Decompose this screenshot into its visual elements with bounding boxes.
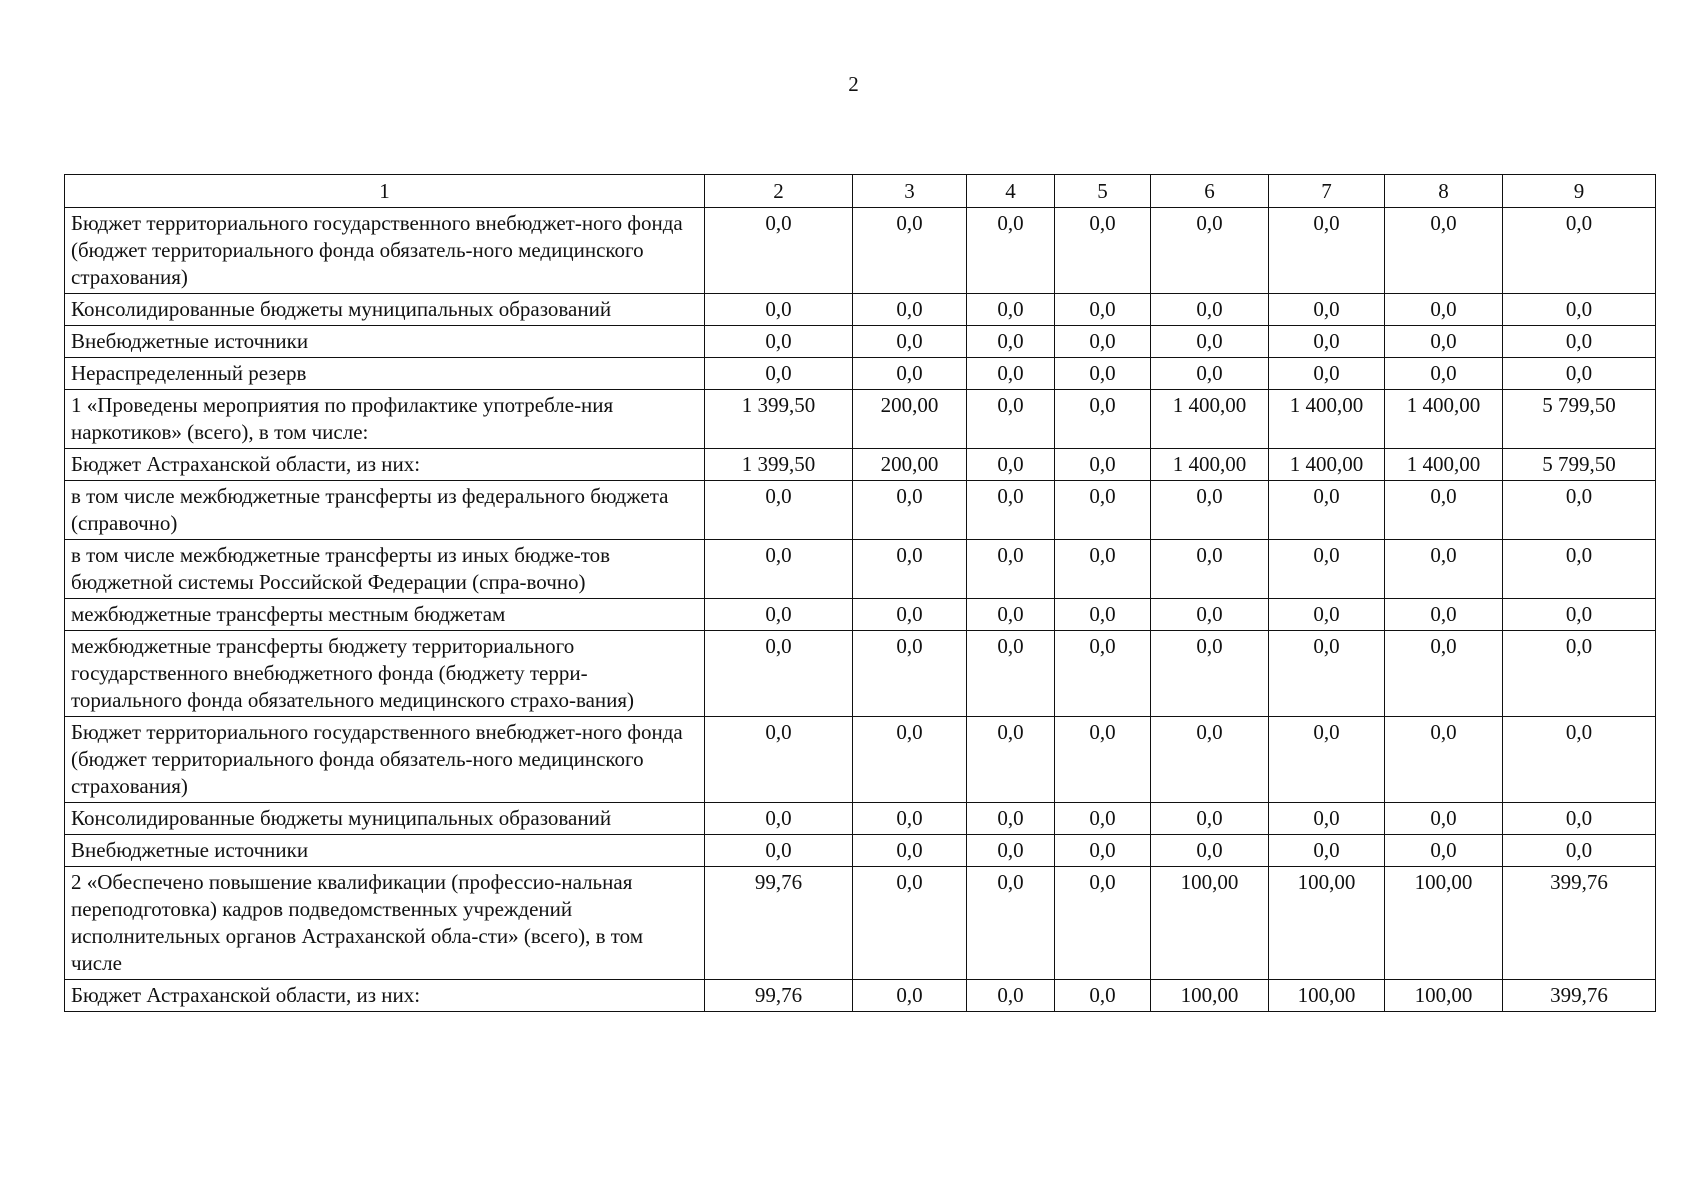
row-label: Нераспределенный резерв xyxy=(65,358,705,390)
row-value: 0,0 xyxy=(1503,631,1656,717)
column-header: 2 xyxy=(705,175,853,208)
row-label: Консолидированные бюджеты муниципальных образований xyxy=(65,803,705,835)
row-value: 100,00 xyxy=(1269,980,1385,1012)
row-value: 0,0 xyxy=(1385,631,1503,717)
row-value: 1 400,00 xyxy=(1269,390,1385,449)
row-value: 0,0 xyxy=(967,540,1055,599)
row-value: 0,0 xyxy=(1385,599,1503,631)
row-value: 0,0 xyxy=(967,980,1055,1012)
row-value: 0,0 xyxy=(853,326,967,358)
row-value: 0,0 xyxy=(853,481,967,540)
row-value: 1 400,00 xyxy=(1269,449,1385,481)
row-label: 1 «Проведены мероприятия по профилактике употребле-ния наркотиков» (всего), в том числе: xyxy=(65,390,705,449)
table-body xyxy=(65,208,1656,1012)
row-value: 0,0 xyxy=(1151,540,1269,599)
row-value: 0,0 xyxy=(1269,326,1385,358)
row-value: 0,0 xyxy=(1055,867,1151,980)
row-value: 0,0 xyxy=(705,481,853,540)
column-header: 7 xyxy=(1269,175,1385,208)
table-row xyxy=(65,208,1656,294)
table-row xyxy=(65,599,1656,631)
row-value: 1 400,00 xyxy=(1151,390,1269,449)
row-value: 1 399,50 xyxy=(705,390,853,449)
row-value: 0,0 xyxy=(967,481,1055,540)
row-value: 0,0 xyxy=(1269,540,1385,599)
row-value: 0,0 xyxy=(705,294,853,326)
row-value: 0,0 xyxy=(1385,294,1503,326)
row-value: 0,0 xyxy=(853,294,967,326)
row-value: 0,0 xyxy=(967,717,1055,803)
row-label: Внебюджетные источники xyxy=(65,835,705,867)
row-value: 0,0 xyxy=(1055,803,1151,835)
budget-table xyxy=(64,174,1656,1012)
page-number: 2 xyxy=(848,72,859,96)
row-value: 5 799,50 xyxy=(1503,449,1656,481)
row-label: 2 «Обеспечено повышение квалификации (профессио-нальная переподготовка) кадров подведомственных учреждений исполнительных органов Астраханской обла-сти» (всего), в том числе xyxy=(65,867,705,980)
row-value: 200,00 xyxy=(853,390,967,449)
row-value: 0,0 xyxy=(853,980,967,1012)
row-label: в том числе межбюджетные трансферты из иных бюдже-тов бюджетной системы Российской Федерации (спра-вочно) xyxy=(65,540,705,599)
table-row xyxy=(65,449,1656,481)
row-value: 0,0 xyxy=(967,835,1055,867)
row-value: 0,0 xyxy=(853,717,967,803)
row-value: 0,0 xyxy=(1385,208,1503,294)
row-value: 0,0 xyxy=(967,326,1055,358)
row-value: 0,0 xyxy=(705,208,853,294)
row-value: 0,0 xyxy=(1151,294,1269,326)
row-value: 0,0 xyxy=(1151,599,1269,631)
row-value: 0,0 xyxy=(1055,631,1151,717)
row-value: 0,0 xyxy=(1055,390,1151,449)
row-value: 0,0 xyxy=(853,867,967,980)
column-header: 3 xyxy=(853,175,967,208)
row-value: 0,0 xyxy=(1055,599,1151,631)
row-value: 0,0 xyxy=(967,358,1055,390)
table-row xyxy=(65,294,1656,326)
row-value: 99,76 xyxy=(705,980,853,1012)
row-value: 5 799,50 xyxy=(1503,390,1656,449)
row-value: 100,00 xyxy=(1151,867,1269,980)
row-value: 0,0 xyxy=(1269,599,1385,631)
row-value: 0,0 xyxy=(1269,717,1385,803)
row-label: Бюджет территориального государственного внебюджет-ного фонда (бюджет территориального фонда обязатель-ного медицинского страхования) xyxy=(65,717,705,803)
row-value: 1 400,00 xyxy=(1151,449,1269,481)
row-value: 0,0 xyxy=(1269,835,1385,867)
row-value: 0,0 xyxy=(853,540,967,599)
row-value: 0,0 xyxy=(1503,294,1656,326)
row-value: 0,0 xyxy=(1503,208,1656,294)
row-value: 0,0 xyxy=(1503,803,1656,835)
column-header: 8 xyxy=(1385,175,1503,208)
row-value: 0,0 xyxy=(967,803,1055,835)
row-value: 0,0 xyxy=(1055,540,1151,599)
row-value: 0,0 xyxy=(1385,326,1503,358)
row-label: межбюджетные трансферты бюджету территориального государственного внебюджетного фонда (бюджету терри-ториального фонда обязательного медицинского страхо-вания) xyxy=(65,631,705,717)
row-label: Консолидированные бюджеты муниципальных образований xyxy=(65,294,705,326)
table-row xyxy=(65,540,1656,599)
row-value: 0,0 xyxy=(1269,481,1385,540)
table-row xyxy=(65,631,1656,717)
row-value: 0,0 xyxy=(705,358,853,390)
column-header: 6 xyxy=(1151,175,1269,208)
column-header: 4 xyxy=(967,175,1055,208)
column-header: 9 xyxy=(1503,175,1656,208)
table-row xyxy=(65,326,1656,358)
table-row xyxy=(65,803,1656,835)
header-row xyxy=(65,175,1656,208)
row-value: 1 400,00 xyxy=(1385,449,1503,481)
row-value: 0,0 xyxy=(853,803,967,835)
row-value: 0,0 xyxy=(853,631,967,717)
row-label: межбюджетные трансферты местным бюджетам xyxy=(65,599,705,631)
row-value: 399,76 xyxy=(1503,980,1656,1012)
row-value: 0,0 xyxy=(853,599,967,631)
row-value: 0,0 xyxy=(1503,358,1656,390)
row-value: 0,0 xyxy=(1151,631,1269,717)
row-value: 0,0 xyxy=(1151,835,1269,867)
row-value: 0,0 xyxy=(1269,208,1385,294)
row-value: 0,0 xyxy=(1055,208,1151,294)
row-value: 0,0 xyxy=(1503,599,1656,631)
column-header: 5 xyxy=(1055,175,1151,208)
row-value: 0,0 xyxy=(1151,326,1269,358)
table-row xyxy=(65,980,1656,1012)
table-row xyxy=(65,390,1656,449)
row-value: 0,0 xyxy=(705,540,853,599)
row-value: 0,0 xyxy=(967,449,1055,481)
row-value: 0,0 xyxy=(705,717,853,803)
row-value: 0,0 xyxy=(967,631,1055,717)
row-value: 0,0 xyxy=(967,208,1055,294)
row-value: 0,0 xyxy=(1385,717,1503,803)
row-value: 0,0 xyxy=(1385,358,1503,390)
row-value: 99,76 xyxy=(705,867,853,980)
row-value: 0,0 xyxy=(1055,835,1151,867)
row-value: 0,0 xyxy=(853,835,967,867)
row-value: 0,0 xyxy=(1385,803,1503,835)
row-value: 0,0 xyxy=(1151,481,1269,540)
row-value: 100,00 xyxy=(1269,867,1385,980)
table-row xyxy=(65,867,1656,980)
row-label: в том числе межбюджетные трансферты из федерального бюджета (справочно) xyxy=(65,481,705,540)
row-value: 0,0 xyxy=(705,803,853,835)
row-value: 0,0 xyxy=(1503,717,1656,803)
row-value: 0,0 xyxy=(1385,481,1503,540)
row-value: 0,0 xyxy=(1385,835,1503,867)
row-value: 0,0 xyxy=(1055,358,1151,390)
row-value: 0,0 xyxy=(1503,835,1656,867)
row-label: Внебюджетные источники xyxy=(65,326,705,358)
row-value: 0,0 xyxy=(1269,631,1385,717)
row-value: 0,0 xyxy=(1151,358,1269,390)
row-value: 100,00 xyxy=(1385,867,1503,980)
row-value: 0,0 xyxy=(1503,481,1656,540)
row-value: 1 399,50 xyxy=(705,449,853,481)
row-label: Бюджет Астраханской области, из них: xyxy=(65,449,705,481)
row-value: 200,00 xyxy=(853,449,967,481)
row-value: 0,0 xyxy=(1385,540,1503,599)
row-value: 0,0 xyxy=(1269,358,1385,390)
row-value: 399,76 xyxy=(1503,867,1656,980)
row-value: 0,0 xyxy=(1055,326,1151,358)
row-value: 0,0 xyxy=(1055,294,1151,326)
row-value: 1 400,00 xyxy=(1385,390,1503,449)
table-row xyxy=(65,358,1656,390)
row-value: 0,0 xyxy=(705,326,853,358)
row-value: 0,0 xyxy=(967,599,1055,631)
row-value: 0,0 xyxy=(1151,208,1269,294)
column-header: 1 xyxy=(65,175,705,208)
row-label: Бюджет Астраханской области, из них: xyxy=(65,980,705,1012)
row-value: 0,0 xyxy=(705,631,853,717)
table-row xyxy=(65,835,1656,867)
row-value: 0,0 xyxy=(1269,294,1385,326)
row-value: 0,0 xyxy=(1503,540,1656,599)
row-value: 0,0 xyxy=(705,835,853,867)
row-label: Бюджет территориального государственного внебюджет-ного фонда (бюджет территориального фонда обязатель-ного медицинского страхования) xyxy=(65,208,705,294)
row-value: 100,00 xyxy=(1385,980,1503,1012)
row-value: 0,0 xyxy=(853,358,967,390)
row-value: 0,0 xyxy=(1269,803,1385,835)
row-value: 0,0 xyxy=(967,294,1055,326)
table-row xyxy=(65,717,1656,803)
table-row xyxy=(65,481,1656,540)
row-value: 0,0 xyxy=(967,390,1055,449)
row-value: 0,0 xyxy=(1055,481,1151,540)
row-value: 0,0 xyxy=(1503,326,1656,358)
row-value: 0,0 xyxy=(1055,980,1151,1012)
row-value: 0,0 xyxy=(1055,717,1151,803)
row-value: 0,0 xyxy=(967,867,1055,980)
row-value: 0,0 xyxy=(1151,803,1269,835)
row-value: 0,0 xyxy=(853,208,967,294)
row-value: 0,0 xyxy=(1055,449,1151,481)
row-value: 100,00 xyxy=(1151,980,1269,1012)
row-value: 0,0 xyxy=(1151,717,1269,803)
row-value: 0,0 xyxy=(705,599,853,631)
